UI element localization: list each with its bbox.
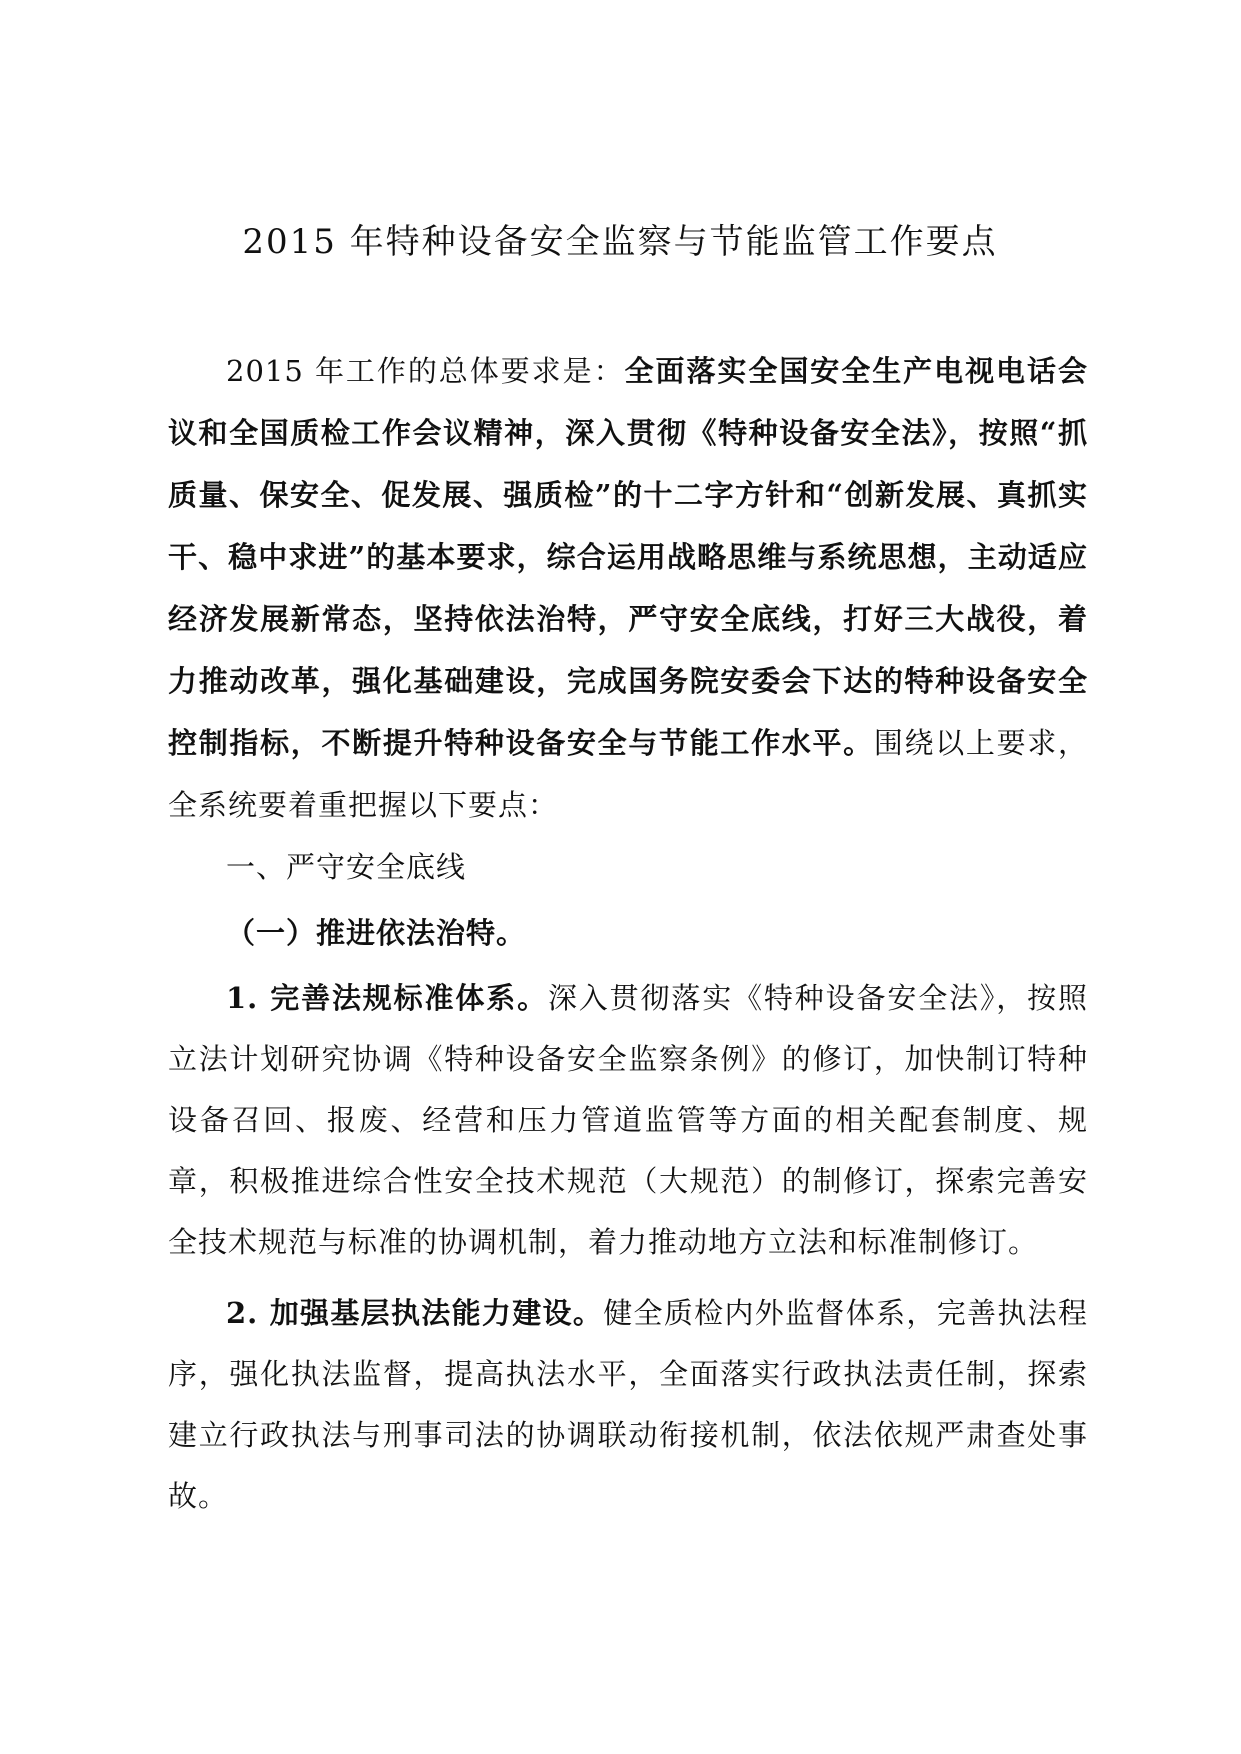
intro-lead: 2015 年工作的总体要求是： xyxy=(226,354,625,388)
intro-paragraph xyxy=(168,340,1088,836)
intro-tail: 围绕以上要求，全系统要着重把握以下要点： xyxy=(168,726,1088,822)
document-title: 2015 年特种设备安全监察与节能监管工作要点 xyxy=(242,222,998,262)
intro-bold-text: 全面落实全国安全生产电视电话会议和全国质检工作会议精神，深入贯彻《特种设备安全法》，按照“抓质量、保安全、促发展、强质检”的十二字方针和“创新发展、真抓实干、稳中求进”的基本要求，综合运用战略思维与系统思想，主动适应经济发展新常态，坚持依法治特，严守安全底线，打好三大战役，着力推动改革，强化基础建设，完成国务院安委会下达的特种设备安全控制指标，不断提升特种设备安全与节能工作水平。 xyxy=(168,354,1088,760)
item-1-text: 深入贯彻落实《特种设备安全法》，按照立法计划研究协调《特种设备安全监察条例》的修订，加快制订特种设备召回、报废、经营和压力管道监管等方面的相关配套制度、规章，积极推进综合性安全技术规范（大规范）的制修订，探索完善安全技术规范与标准的协调机制，着力推动地方立法和标准制修订。 xyxy=(168,981,1088,1259)
item-paragraph-2 xyxy=(168,1283,1088,1527)
section-heading-1: 一、严守安全底线 xyxy=(226,850,467,884)
item-2-text: 健全质检内外监督体系，完善执法程序，强化执法监督，提高执法水平，全面落实行政执法责任制，探索建立行政执法与刑事司法的协调联动衔接机制，依法依规严肃查处事故。 xyxy=(168,1296,1088,1513)
document-body xyxy=(168,340,1088,1527)
item-1-heading: 1. 完善法规标准体系。 xyxy=(226,981,548,1015)
item-paragraph-1 xyxy=(168,968,1088,1273)
subsection-heading-1: （一）推进依法治特。 xyxy=(226,916,527,950)
item-2-heading: 2. 加强基层执法能力建设。 xyxy=(226,1296,604,1330)
